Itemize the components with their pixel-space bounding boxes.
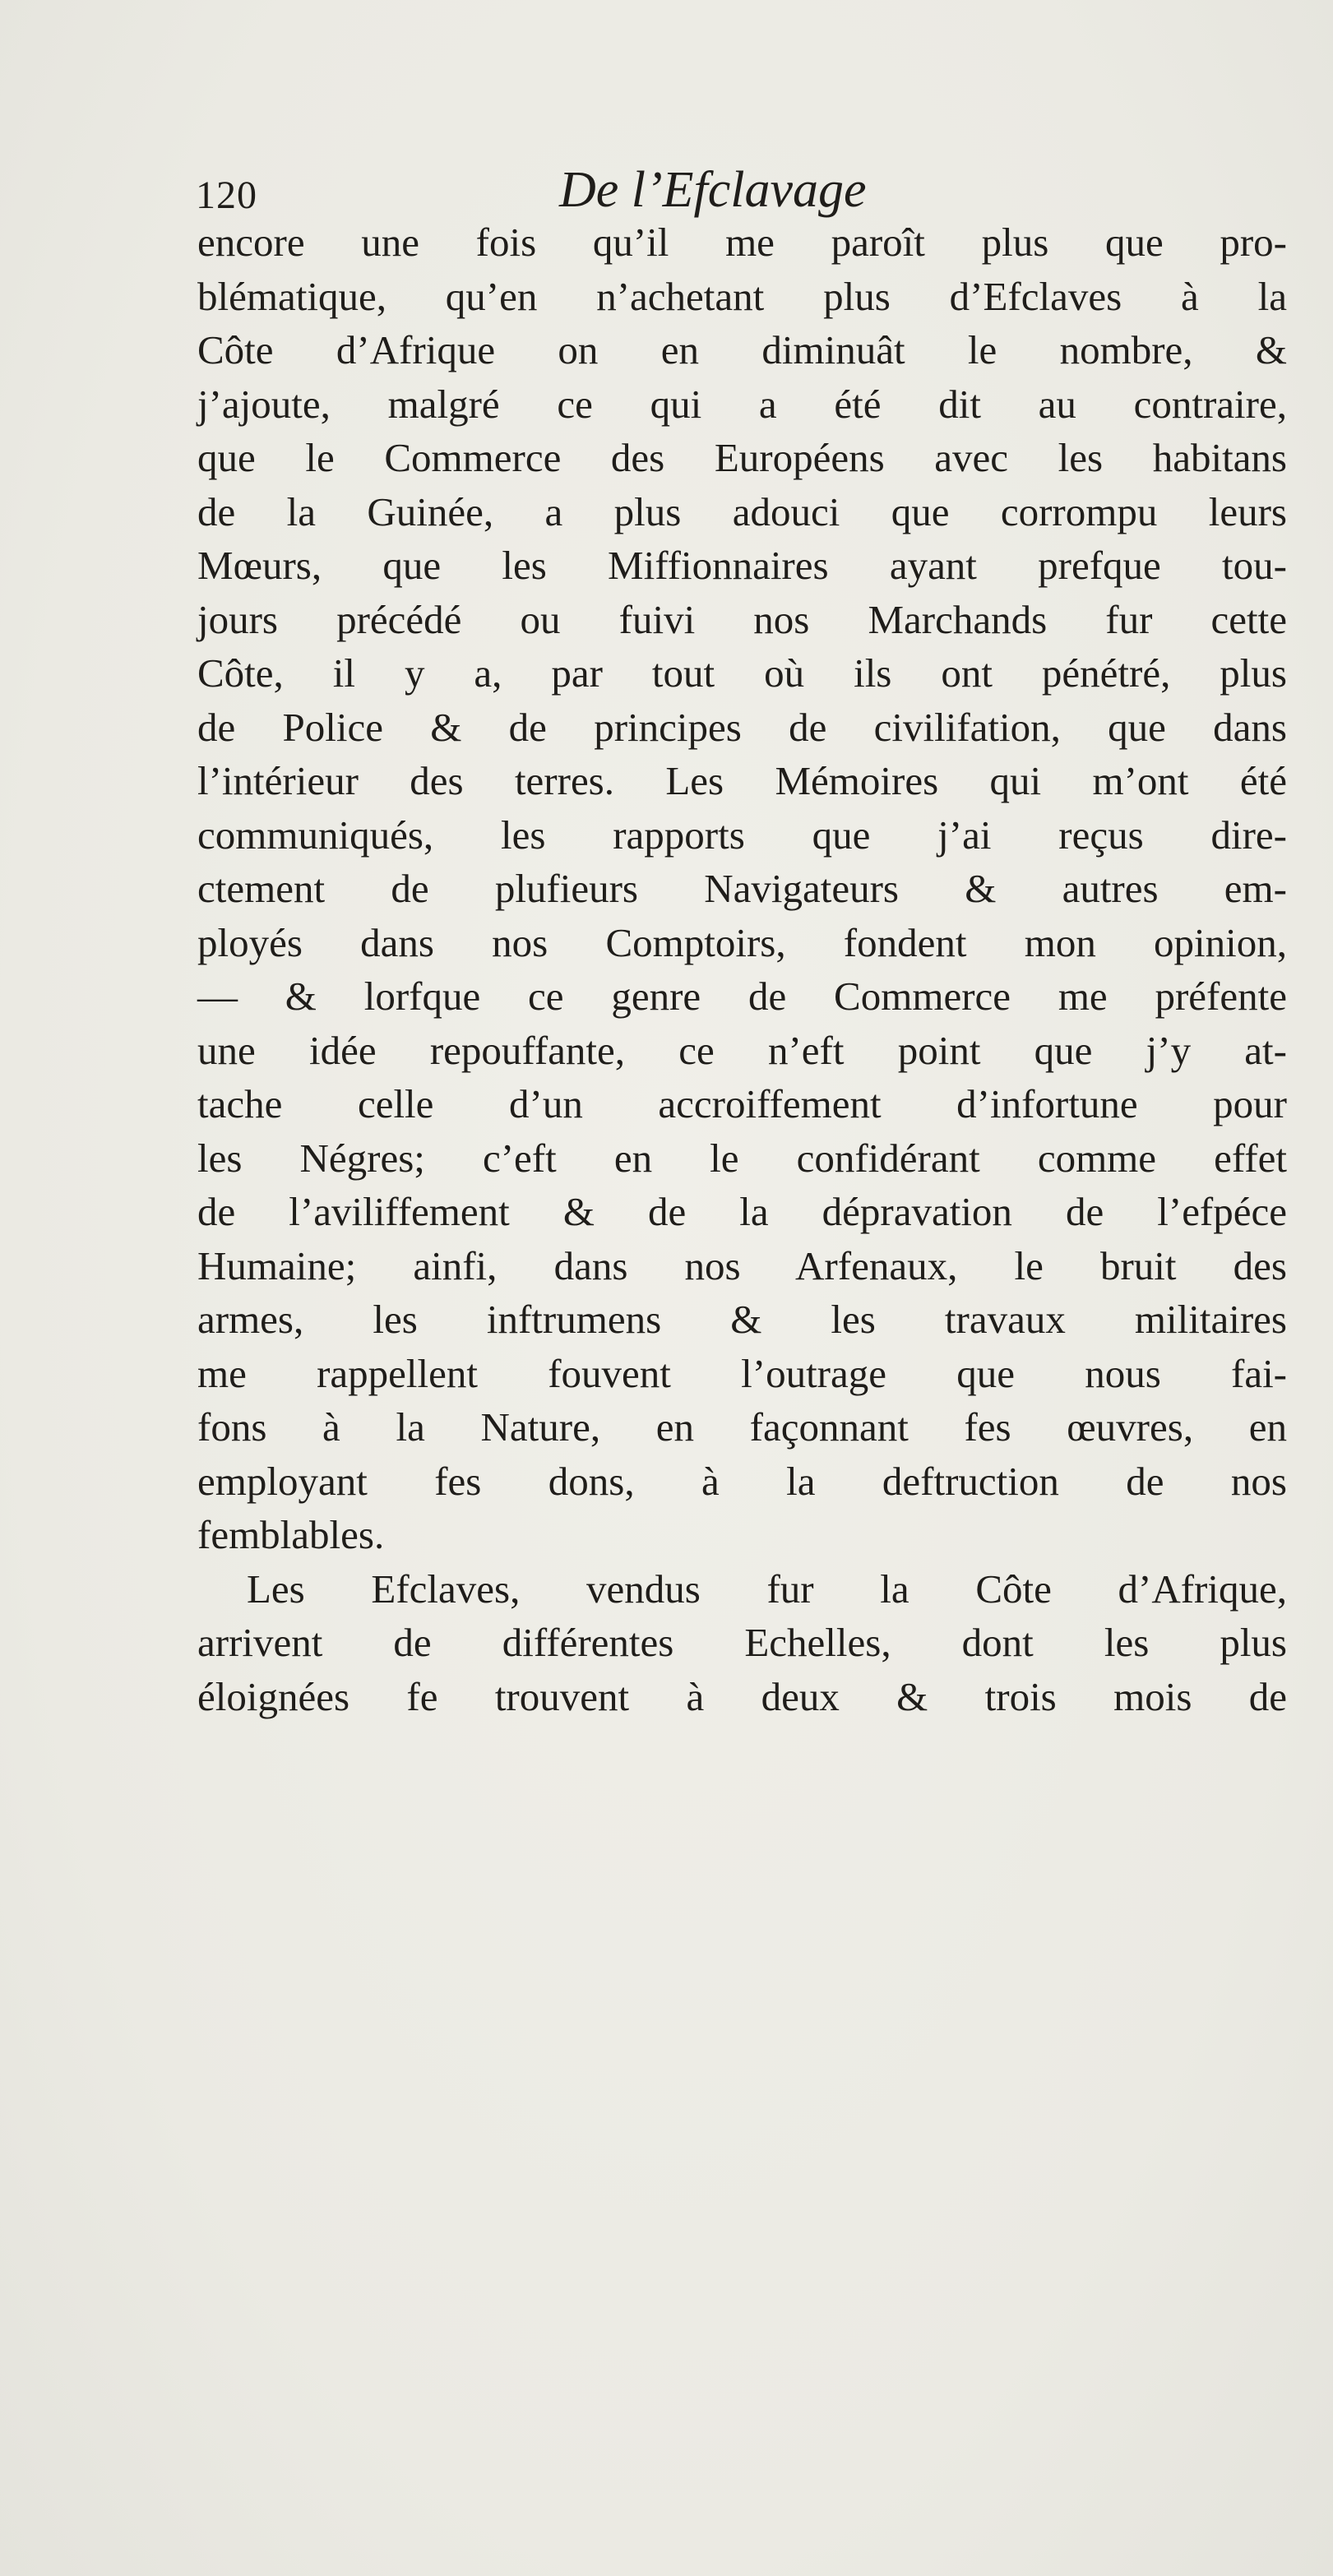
text-line: me rappellent fouvent l’outrage que nous fai- <box>197 1350 1287 1396</box>
text-line: Mœurs, que les Miffionnaires ayant prefque tou- <box>197 543 1287 588</box>
text-line: une idée repouffante, ce n’eft point que j’y at- <box>197 1027 1287 1073</box>
text-line: éloignées fe trouvent à deux & trois mois de <box>197 1673 1287 1719</box>
text-line-paragraph-end: femblables. <box>197 1512 385 1557</box>
text-line-paragraph-start: Les Efclaves, vendus fur la Côte d’Afrique, <box>247 1565 1287 1612</box>
text-line: arrivent de différentes Echelles, dont les plus <box>197 1620 1287 1665</box>
text-line: jours précédé ou fuivi nos Marchands fur cette <box>197 596 1287 642</box>
text-line: Côte, il y a, par tout où ils ont pénétré, plus <box>197 650 1287 696</box>
text-line: Humaine; ainfi, dans nos Arfenaux, le bruit des <box>197 1242 1287 1288</box>
text-line: tache celle d’un accroiffement d’infortune pour <box>197 1081 1287 1126</box>
text-line: j’ajoute, malgré ce qui a été dit au contraire, <box>197 381 1287 427</box>
text-line: communiqués, les rapports que j’ai reçus dire- <box>197 812 1287 858</box>
body-text <box>197 215 1287 1723</box>
text-line: l’intérieur des terres. Les Mémoires qui m’ont été <box>197 758 1287 803</box>
text-line: blématique, qu’en n’achetant plus d’Efclaves à la <box>197 273 1287 319</box>
page-number: 120 <box>196 173 257 217</box>
text-line: de Police & de principes de civilifation, que dans <box>197 704 1287 750</box>
text-line: les Négres; c’eft en le confidérant comme effet <box>197 1135 1287 1181</box>
text-line: ctement de plufieurs Navigateurs & autres em- <box>197 866 1287 911</box>
text-line: ployés dans nos Comptoirs, fondent mon opinion, <box>197 919 1287 965</box>
text-line: de l’aviliffement & de la dépravation de l’efpéce <box>197 1189 1287 1234</box>
text-line: que le Commerce des Européens avec les habitans <box>197 435 1287 480</box>
text-line: employant fes dons, à la deftruction de nos <box>197 1458 1287 1504</box>
running-title: De l’Efclavage <box>559 162 867 218</box>
text-line: armes, les inftrumens & les travaux militaires <box>197 1297 1287 1342</box>
text-line: de la Guinée, a plus adouci que corrompu leurs <box>197 488 1287 534</box>
text-line: encore une fois qu’il me paroît plus que pro- <box>197 220 1287 265</box>
text-line: fons à la Nature, en façonnant fes œuvres, en <box>197 1404 1287 1450</box>
text-line: Côte d’Afrique on en diminuât le nombre, & <box>197 327 1287 372</box>
text-line: — & lorfque ce genre de Commerce me préfente <box>197 974 1287 1019</box>
